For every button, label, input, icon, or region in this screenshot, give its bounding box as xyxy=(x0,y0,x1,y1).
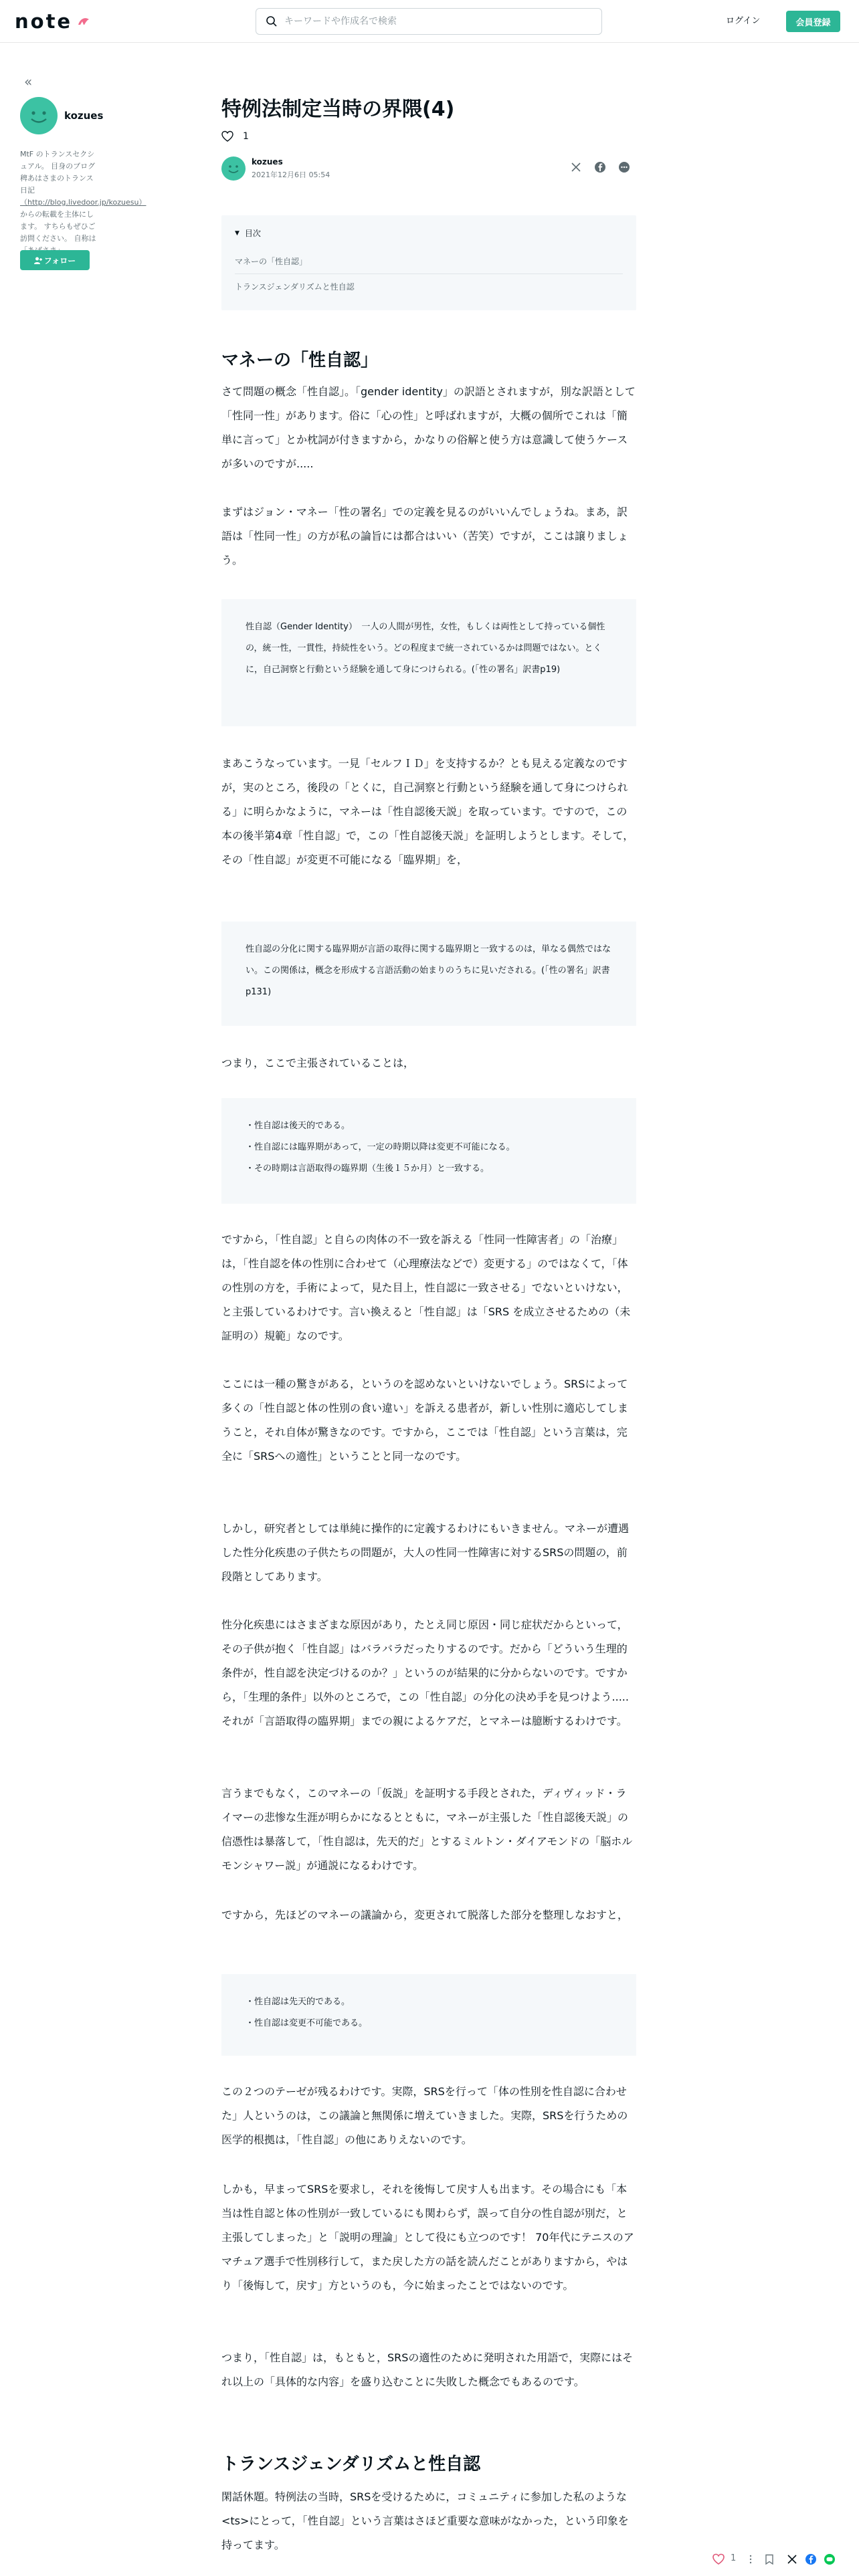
add-user-icon xyxy=(34,257,42,264)
bio-text-1: MtF のトランスセクシュアル。 目身のブログ 稗あはさまのトランス日記 xyxy=(20,150,96,195)
author-avatar[interactable] xyxy=(20,97,58,134)
like-count: 1 xyxy=(243,131,249,142)
search-box[interactable] xyxy=(256,8,602,35)
toc-item[interactable]: トランスジェンダリズムと性自認 xyxy=(235,282,355,292)
line-icon[interactable] xyxy=(823,2553,836,2566)
paragraph: この２つのテーゼが残るわけです。実際，SRSを行って「体の性別を性自認に合わせた」人というのは，この議論と無関係に増えていきました。実際，SRSを行うための医学的根拠は，「性自認」の他にありえないのです。 xyxy=(221,2085,628,2146)
heart-icon[interactable] xyxy=(221,130,233,142)
login-link[interactable]: ログイン xyxy=(726,16,761,26)
blockquote: 性自認の分化に関する臨界期が言語の取得に関する臨界期と一致するのは，単なる偶然ではない。この関係は，概念を形成する言語活動の始まりのうちに見いだされる。(「性の署名」訳書p131) xyxy=(221,922,636,1026)
paragraph: ここには一種の驚きがある，というのを認めないといけないでしょう。SRSによって多くの「性自認と体の性別の食い違い」を訴える患者が，新しい性別に適応してしまうこと，それ自体が驚きなのです。ですから，ここでは「性自認」という言葉は，完全に「SRSへの適性」ということと同一なのです。 xyxy=(221,1378,629,1463)
paragraph: つまり，「性自認」は，もともと，SRSの適性のために発明された用語で，実際にはそれ以上の「具体的な内容」を盛り込むことに失敗した概念でもあるのです。 xyxy=(221,2351,634,2388)
note-logo[interactable] xyxy=(15,9,91,33)
list-item: ・ 性自認は変更不可能である。 xyxy=(246,2013,612,2034)
list-item: ・ 性自認は先天的である。 xyxy=(246,1992,612,2013)
author-name[interactable]: kozues xyxy=(64,110,104,122)
search-input[interactable] xyxy=(284,16,579,27)
follow-label: フォロー xyxy=(43,255,76,265)
x-icon[interactable] xyxy=(569,160,583,174)
list-block xyxy=(221,1098,636,1204)
facebook-icon[interactable] xyxy=(804,2553,818,2566)
search-icon xyxy=(266,15,278,27)
list-item: ・ 性自認には臨界期があって，一定の時期以降は変更不可能になる。 xyxy=(246,1137,612,1158)
paragraph: つまり，ここで主張されていることは， xyxy=(221,1057,415,1069)
logo-text: note xyxy=(15,10,73,33)
facebook-icon[interactable] xyxy=(593,160,607,174)
paragraph: しかし，研究者としては単純に操作的に定義するわけにもいきません。マネーが遭遇した性分化疾患の子供たちの問題が，大人の性同一性障害に対するSRSの問題の，前段階としてあります。 xyxy=(221,1522,629,1583)
table-of-contents xyxy=(221,215,636,310)
list-item: ・ その時期は言語取得の臨界期（生後１５か月）と一致する。 xyxy=(246,1158,612,1180)
paragraph: さて問題の概念「性自認」。「gender identity」の訳語とされますが，別な訳語として「性同一性」があります。俗に「心の性」と呼ばれますが，大概の個所でこれは「簡単に言って」とか枕詞が付きますから，かなりの俗解と使う方は意識して使うケースが多いのですが..... xyxy=(221,385,636,470)
paragraph: まずはジョン・マネー「性の署名」での定義を見るのがいいんでしょうね。まあ，訳語は「性同一性」の方が私の論旨には都合はいい（苦笑）ですが，ここは譲りましょう。 xyxy=(221,506,629,566)
publish-date: 2021年12月6日 05:54 xyxy=(252,171,330,179)
author-avatar-small[interactable] xyxy=(221,156,246,181)
smile-avatar-icon xyxy=(20,97,58,134)
bio-link[interactable]: （http://blog.livedoor.jp/kozuesu） xyxy=(20,198,147,207)
bookmark-icon[interactable] xyxy=(763,2553,776,2566)
like-row xyxy=(221,130,249,142)
more-icon[interactable] xyxy=(744,2553,757,2566)
collapse-sidebar-icon[interactable]: « xyxy=(24,74,33,90)
list-item: ・ 性自認は後天的である。 xyxy=(246,1115,612,1137)
smile-avatar-icon xyxy=(221,156,246,181)
list-block xyxy=(221,1974,636,2056)
article-title: 特例法制定当時の界隈(4) xyxy=(221,98,455,121)
chevron-down-icon: ▼ xyxy=(235,229,240,237)
signup-button[interactable]: 会員登録 xyxy=(786,11,840,32)
section-heading: トランスジェンダリズムと性自認 xyxy=(221,2454,481,2474)
x-icon[interactable] xyxy=(785,2553,799,2566)
heart-icon[interactable] xyxy=(712,2553,725,2566)
paragraph: 言うまでもなく，このマネーの「仮説」を証明する手段とされた，ディヴィッド・ライマーの悲惨な生涯が明らかになるとともに，マネーが主張した「性自認後天説」の信憑性は暴落して，「性自認は，先天的だ」とするミルトン・ダイアモンドの「脳ホルモンシャワー説」が通説になるわけです。 xyxy=(221,1787,633,1872)
site-header xyxy=(0,0,859,43)
section-heading: マネーの「性自認」 xyxy=(221,350,379,370)
toc-heading: 目次 xyxy=(244,229,261,238)
meta-author-name[interactable]: kozues xyxy=(252,157,283,167)
paragraph: 性分化疾患にはさまざまな原因があり，たとえ同じ原因・同じ症状だからといって，その子供が抱く「性自認」はバラバラだったりするのです。だから「どういう生理的条件が，性自認を決定づけるのか？」というのが結果的に分からないのです。ですから，「生理的条件」以外のところで，この「性自認」の分化の決め手を見つけよう.....それが「言語取得の臨界期」までの親によるケアだ，とマネーは臆断するわけです。 xyxy=(221,1618,629,1727)
paragraph: しかも，早まってSRSを要求し，それを後悔して戻す人も出ます。その場合にも「本当は性自認と体の性別が一致しているにも関わらず，誤って自分の性自認が別だ，と主張してしまった」と「説明の理論」として役にも立つのです！ 70年代にテニスのアマチュア選手で性別移行して，また戻した方の話を読んだことがありますから，やはり「後悔して，戻す」方というのも，今に始まったことではないのです。 xyxy=(221,2183,634,2292)
toc-toggle[interactable] xyxy=(235,227,623,239)
blockquote: 性自認（Gender Identity） 一人の人間が男性，女性，もしくは両性として持っている個性の，統一性，一貫性，持続性をいう。どの程度まで統一されているかは問題ではない。とくに，自己洞察と行動という経験を通して身につけられる。(「性の署名」訳書p19) xyxy=(221,599,636,726)
logo-mark-icon xyxy=(76,15,91,27)
more-icon[interactable] xyxy=(617,160,631,174)
bottom-like-count: 1 xyxy=(731,2553,737,2563)
author-meta xyxy=(221,156,330,181)
paragraph: 閑話休題。特例法の当時，SRSを受けるために，コミュニティに参加した私のような<ts>にとって，「性自認」という言葉はさほど重要な意味がなかった，という印象を持ってます。 xyxy=(221,2490,629,2551)
paragraph: ですから，先ほどのマネーの議論から，変更されて脱落した部分を整理しなおすと， xyxy=(221,1909,629,1921)
bio-text-2: からの転載を主体にします。 すちらもぜひご訪問ください。 自称は xyxy=(20,210,96,243)
follow-button[interactable] xyxy=(20,250,90,270)
toc-item[interactable]: マネーの「性自認」 xyxy=(235,255,623,274)
author-bio xyxy=(20,148,147,257)
paragraph: ですから，「性自認」と自らの肉体の不一致を訴える「性同一性障害者」の「治療」は，「性自認を体の性別に合わせて（心理療法などで）変更する」のではなくて，「体の性別の方を，手術によって，見た目上，性自認に一致させる」でないといけない，と主張しているわけです。言い換えると「性自認」は「SRS を成立させるための（未証明の）規範」なのです。 xyxy=(221,1233,631,1342)
paragraph: まあこうなっています。一見「セルフＩＤ」を支持するか？とも見える定義なのですが，実のところ，後段の「とくに，自己洞察と行動という経験を通して身につけられる」に明らかなように，マネーは「性自認後天説」を取っています。ですので，この本の後半第4章「性自認」で，この「性自認後天説」を証明しようとします。そして，その「性自認」が変更不可能になる「臨界期」を， xyxy=(221,757,634,866)
